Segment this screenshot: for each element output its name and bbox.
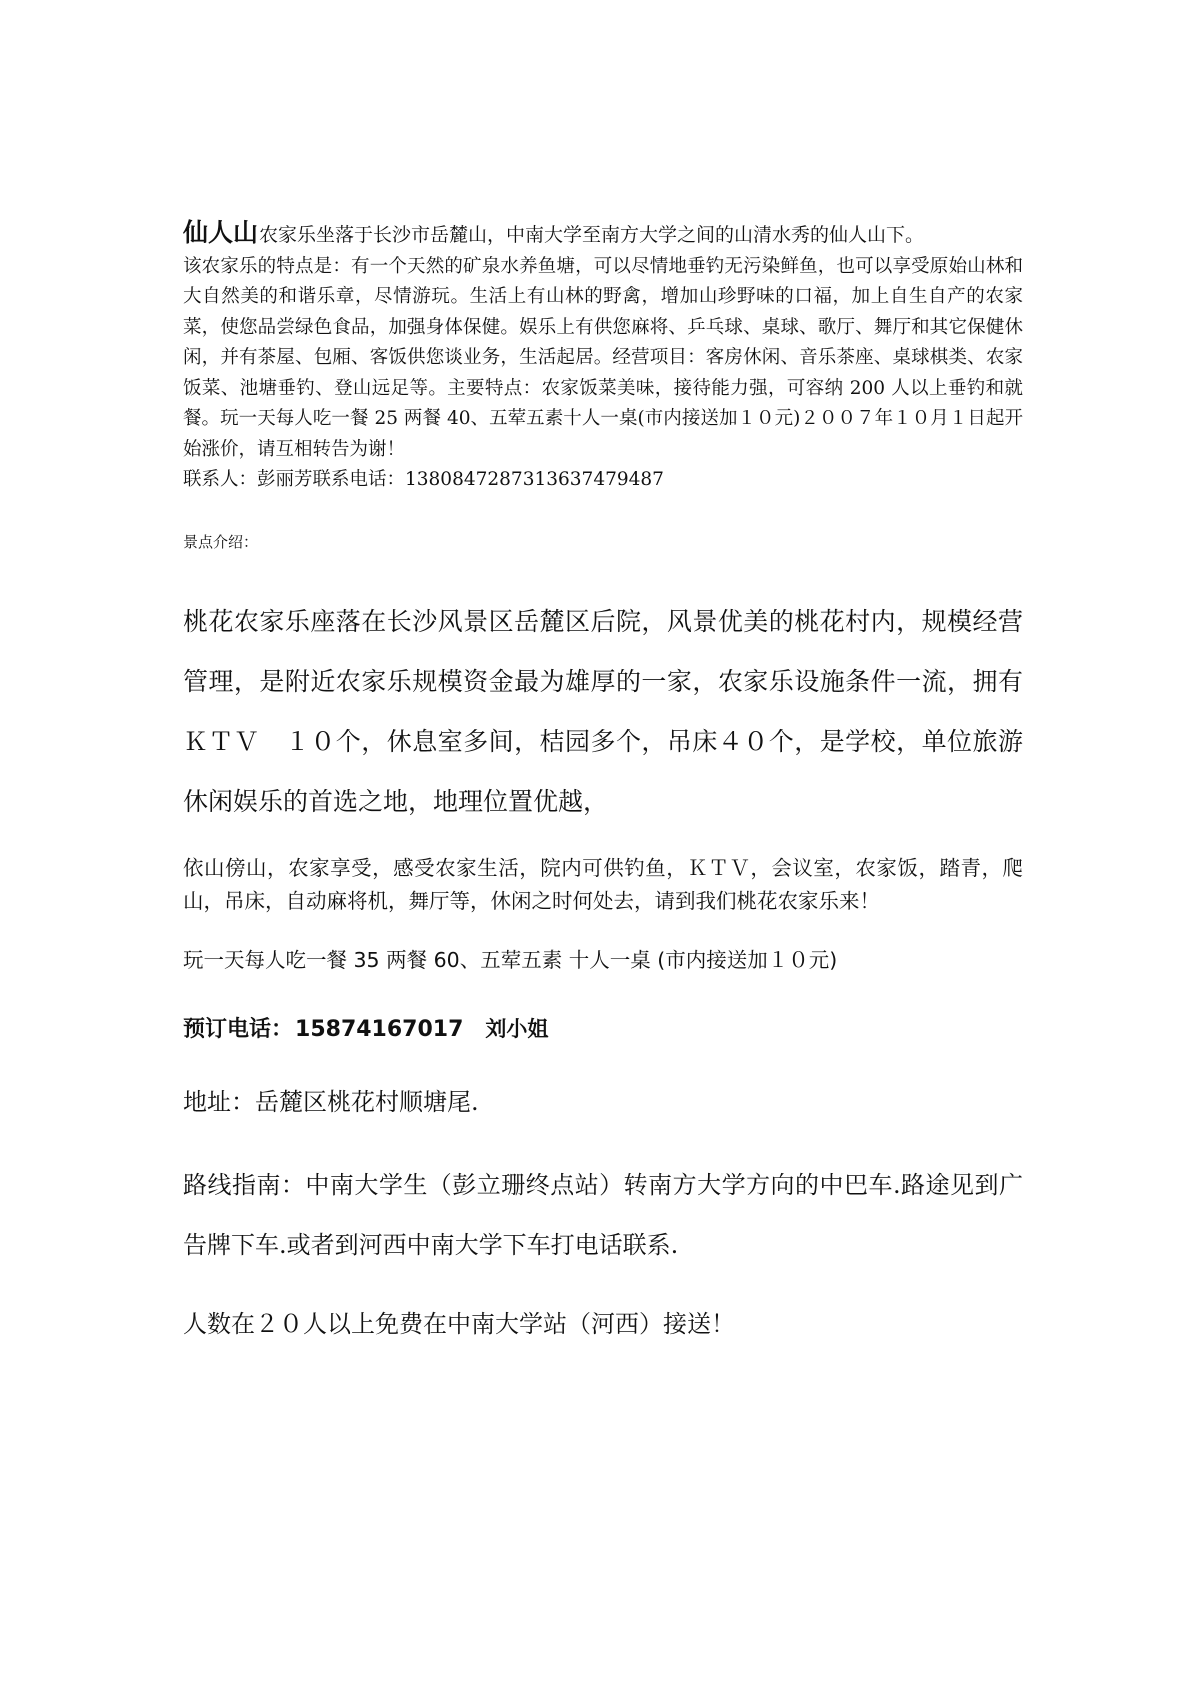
intro-contact-text: 联系人：彭丽芳联系电话：13808472873​13637479487 [183, 469, 664, 490]
attractions-label: 景点介绍： [183, 532, 259, 551]
route-guide: 路线指南：中南大学生（彭立珊终点站）转南方大学方向的中巴车.路途见到广告牌下车.或者到河西中南大学下车打电话联系. [183, 1170, 1023, 1259]
taohua-features: 依山傍山，农家享受，感受农家生活，院内可供钓鱼，ＫＴＶ，会议室，农家饭，踏青，爬山，吊床，自动麻将机，舞厅等，休闲之时何处去，请到我们桃花农家乐来！ [183, 855, 1023, 913]
address-line: 地址：岳麓区桃花村顺塘尾. [183, 1087, 479, 1116]
taohua-description: 桃花农家乐座落在长沙风景区岳麓区后院，风景优美的桃花村内，规模经营管理，是附近农家乐规模资金最为雄厚的一家，农家乐设施条件一流，拥有ＫＴＶ １０个，休息室多间，桔园多个，吊床４０个，是学校，单位旅游休闲娱乐的首选之地，地理位置优越， [183, 606, 1023, 816]
farm-name-heading: 仙人山 [183, 218, 259, 247]
taohua-price: 玩一天每人吃一餐 35 两餐 60、五荤五素 十人一桌 (市内接送加１０元) [183, 947, 838, 972]
pickup-note: 人数在２０人以上免费在中南大学站（河西）接送！ [183, 1309, 735, 1338]
intro-lead-text: 农家乐坐落于长沙市岳麓山，中南大学至南方大学之间的山清水秀的仙人山下。 [259, 224, 925, 246]
booking-label: 预订电话： [183, 1016, 294, 1042]
intro-body-text: 该农家乐的特点是：有一个天然的矿泉水养鱼塘，可以尽情地垂钓无污染鲜鱼，也可以享受原始山林和大自然美的和谐乐章，尽情游玩。生活上有山林的野禽，增加山珍野味的口福，加上自生自产的农家菜，使您品尝绿色食品，加强身体保健。娱乐上有供您麻将、乒乓球、桌球、歌厅、舞厅和其它保健休闲，并有茶屋、包厢、客饭供您谈业务，生活起居。经营项目：客房休闲、音乐茶座、桌球棋类、农家饭菜、池塘垂钓、登山远足等。主要特点：农家饭菜美味，接待能力强，可容纳 200 人以上垂钓和就餐。玩一天每人吃一餐 25 两餐 40、五荤五素十人一桌(市内接送加１０元)２００７年１０月１日起开始涨价，请互相转告为谢！ [183, 255, 1023, 460]
booking-phone: 15874167017 [295, 1016, 464, 1042]
document-content [183, 218, 1023, 1341]
booking-line [183, 1014, 1023, 1045]
intro-paragraph [183, 218, 1023, 496]
booking-contact-person: 刘小姐 [485, 1016, 549, 1041]
